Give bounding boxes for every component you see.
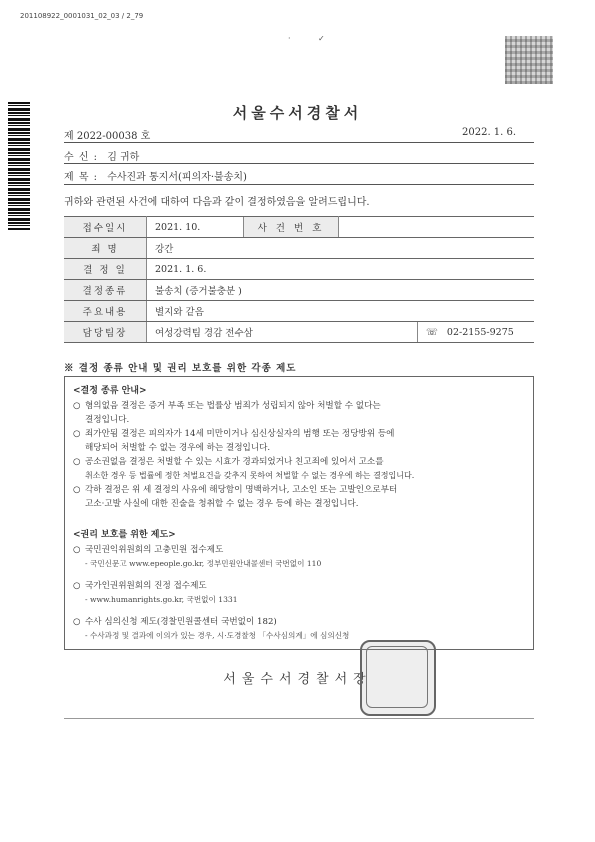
divider: [64, 184, 534, 185]
phone-icon: ☏: [426, 326, 438, 338]
divider: [64, 718, 534, 719]
list-item: 고소·고발 사실에 대한 진술을 청취할 수 없는 경우 등에 하는 결정입니다.: [85, 499, 359, 509]
list-item: ○ 각하 결정은 위 세 결정의 사유에 해당함이 명백하거나, 고소인 또는 고발인으로부터: [73, 485, 398, 495]
guide-list: [73, 399, 523, 511]
recipient-value: 김 귀하: [107, 152, 140, 163]
list-item: 취소한 경우 등 법률에 정한 처벌요건을 갖추지 못하여 처벌할 수 없는 경우에 하는 결정입니다.: [85, 471, 415, 480]
case-number-value: [339, 217, 535, 238]
list-item: ○ 국민권익위원회의 고충민원 접수제도: [73, 545, 224, 555]
list-item: 결정입니다.: [85, 415, 130, 425]
subject-value: 수사진과 통지서(피의자·불송치): [107, 172, 247, 183]
issuer-name: 서울수서경찰서장: [223, 672, 372, 687]
list-item-sub: - 국민신문고 www.epeople.go.kr, 정부민원안내콜센터 국번없이 110: [85, 559, 322, 568]
received-value: 2021. 10.: [147, 217, 244, 238]
decision-date-label: 결 정 일: [64, 259, 147, 280]
divider: [64, 142, 534, 143]
seal-border: [366, 646, 428, 708]
qr-code: [505, 36, 553, 84]
charge-label: 죄 명: [64, 238, 147, 259]
officer-value: 여성강력팀 경감 전수삼: [147, 322, 418, 343]
list-item: ○ 혐의없음 결정은 증거 부족 또는 법률상 범죄가 성립되지 않아 처벌할 수 없다는: [73, 401, 381, 411]
list-item: ○ 공소권없음 결정은 처벌할 수 있는 시효가 경과되었거나 친고죄에 있어서 고소를: [73, 457, 384, 467]
subject-label: 제 목 :: [64, 172, 99, 183]
intro-text: 귀하와 관련된 사건에 대하여 다음과 같이 결정하였음을 알려드립니다.: [64, 197, 370, 208]
table-row: [64, 301, 534, 322]
phone-number: 02-2155-9275: [446, 326, 514, 338]
decision-date-value: 2021. 1. 6.: [147, 259, 535, 280]
official-seal: [360, 640, 436, 716]
decision-type-label: 결정종류: [64, 280, 147, 301]
divider: [64, 163, 534, 164]
scan-mark: ✓: [318, 34, 325, 43]
content-label: 주요내용: [64, 301, 147, 322]
list-item: ○ 국가인권위원회의 진정 접수제도: [73, 581, 207, 591]
section-title: ※ 결정 종류 안내 및 권리 보호를 위한 각종 제도: [64, 363, 297, 374]
officer-label: 담당팀장: [64, 322, 147, 343]
scan-mark: ·: [288, 34, 291, 43]
recipient-row: [64, 148, 139, 163]
document-date: 2022. 1. 6.: [462, 127, 517, 138]
document-id: 201108922_0001031_02_03 / 2_79: [20, 12, 144, 20]
charge-value: 강간: [147, 238, 535, 259]
rights-list: [73, 543, 523, 643]
guide-heading: <결정 종류 안내>: [73, 386, 147, 396]
document-number: 제 2022-00038 호: [64, 131, 151, 142]
received-label: 접수일시: [64, 217, 147, 238]
list-item-sub: - 수사과정 및 결과에 이의가 있는 경우, 시·도경찰청 「수사심의계」에 심의신청: [85, 631, 350, 640]
table-row: [64, 259, 534, 280]
decision-table: [64, 216, 534, 343]
table-row: [64, 280, 534, 301]
subject-row: [64, 168, 247, 183]
recipient-label: 수 신 :: [64, 152, 99, 163]
document-title: 서울수서경찰서: [232, 104, 363, 122]
rights-heading: <권리 보호를 위한 제도>: [73, 530, 176, 540]
case-number-label: 사 건 번 호: [244, 217, 339, 238]
decision-type-value: 불송치 (증거불충분 ): [147, 280, 535, 301]
guide-box: [64, 376, 534, 650]
content-value: 별지와 같음: [147, 301, 535, 322]
list-item: ○ 죄가안됨 결정은 피의자가 14세 미만이거나 심신상실자의 범행 또는 정당방위 등에: [73, 429, 395, 439]
list-item: 해당되어 처벌할 수 없는 경우에 하는 결정입니다.: [85, 443, 271, 453]
table-row: [64, 217, 534, 238]
table-row: [64, 238, 534, 259]
list-item-sub: - www.humanrights.go.kr, 국번없이 1331: [85, 595, 238, 604]
list-item: ○ 수사 심의신청 제도(경찰민원콜센터 국번없이 182): [73, 617, 277, 627]
phone-cell: [418, 322, 535, 343]
table-row: [64, 322, 534, 343]
